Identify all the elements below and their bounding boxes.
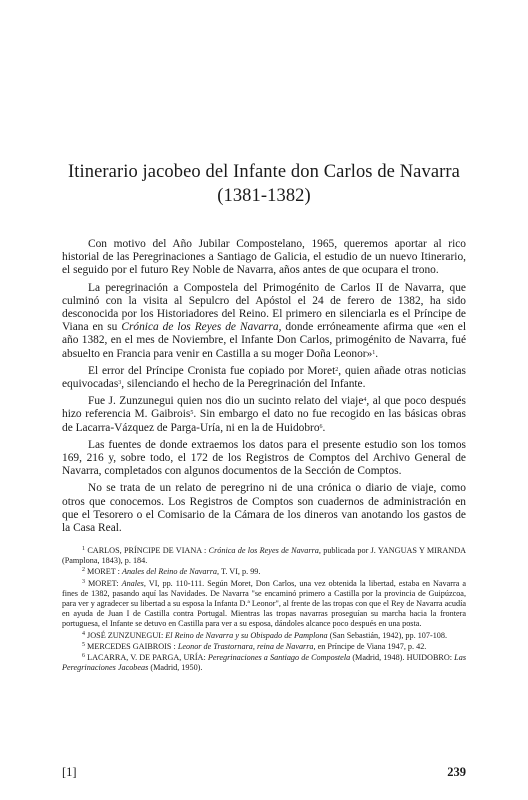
- text-run: Las fuentes de donde extraemos los datos para el presente estudio son los tomos 169, 216 y, sobre todo, el 172 de los Registros de Comptos del Archivo General de Navarra, completados con algunos documentos de la Sección de Comptos.: [62, 438, 466, 478]
- text-run: publicada por J. YANGUAS Y MIRANDA (Pamplona, 1843), p. 184.: [62, 546, 467, 566]
- text-run: (San Sebastián, 1942), pp. 107-108.: [327, 630, 448, 640]
- italic-title: El Reino de Navarra y su Obispado de Pamplona: [165, 630, 328, 640]
- text-run: MORET :: [87, 567, 122, 577]
- text-run: La peregrinación a Compostela del Primogénito de Carlos II de Navarra, que culminó con la visita al Sepulcro del Apóstol el 24 de ferero de 1382, ha sido desconocida por los Historiadores del Reino. El primero en silenciarla es el Príncipe de Viana en su: [62, 281, 466, 334]
- italic-title: Crónica de los Reyes de Navarra,: [208, 546, 321, 555]
- text-run: donde erróneamente afirma que «en el año 1382, en el mes de Noviembre, el Infante Don Carlos, primogénito de Navarra, fué absuelto en Francia para venir en Castilla a su moger Doña Leonor»: [62, 321, 467, 360]
- text-run: Fue J. Zunzunegui quien nos dio un sucinto relato del viaje: [88, 395, 364, 408]
- text-run: Con motivo del Año Jubilar Compostelano, 1965, queremos aportar al rico historial de las Peregrinaciones a Santiago de Galicia, el estudio de un nuevo Itinerario, el seguido por el futuro Rey Noble de Navarra, años antes de que ocupara el trono.: [62, 238, 466, 277]
- footnote-number: 3: [82, 578, 85, 585]
- italic-title: Leonor de Trastornara, reina de Navarra,: [177, 641, 316, 651]
- text-run: El error del Príncipe Cronista fue copiado por Moret: [88, 364, 336, 377]
- text-run: .: [375, 347, 379, 360]
- text-run: JOSÉ ZUNZUNEGUI:: [87, 630, 166, 640]
- paragraph: [62, 238, 466, 278]
- footnote-ref: 4: [363, 397, 367, 404]
- footnote-number: 4: [82, 630, 85, 637]
- title-line-2: (1381-1382): [217, 186, 311, 206]
- italic-title: Anales,: [121, 578, 146, 588]
- footnote-number: 5: [82, 641, 85, 648]
- page-section-marker: [1]: [62, 765, 77, 779]
- footnotes: [62, 546, 466, 674]
- paragraph: [62, 482, 466, 535]
- text-run: , al que poco después hizo referencia M. Gaibrois: [62, 395, 466, 421]
- article-title: [40, 160, 488, 208]
- text-run: .: [322, 421, 326, 434]
- footnote-number: 6: [82, 653, 85, 660]
- footnote-ref: 5: [190, 410, 194, 417]
- italic-title: Anales del Reino de Navarra,: [121, 567, 220, 577]
- footnote-ref: 3: [118, 380, 122, 387]
- text-run: , silenciando el hecho de la Peregrinación del Infante.: [121, 378, 366, 391]
- text-run: CARLOS, PRÍNCIPE DE VIANA :: [87, 546, 209, 555]
- footnote-number: 2: [82, 567, 85, 574]
- text-run: . Sin embargo el dato no fue recogido en las básicas obras de Lacarra-Vázquez de Parga-Uría, ni en la de Huidobro: [62, 408, 466, 434]
- footnote: [62, 579, 466, 630]
- footnote: [62, 653, 466, 673]
- footnote-number: 1: [82, 546, 85, 552]
- paragraph: [62, 439, 466, 479]
- footnote: [62, 631, 466, 641]
- text-run: VI, pp. 110-111. Según Moret, Don Carlos, una vez obtenida la libertad, estaba en Navarra a fines de 1382, pasando aquí las Navidades. De Navarra "se encaminó primero a Castilla por la provincia de Guipúzcoa, para ver y agradecer su libertad a su esposa la Infanta D.ª Leonor", al frente de las tropas con que el Rey de Navarra acudía en ayuda de Juan I de Castilla contra Portugal. Mientras las tropas navarras proseguían su marcha hacia la frontera portuguesa, el Infante se detuvo en Castilla para ver a su esposa, dándoles alcance poco después en una posta.: [62, 578, 467, 629]
- footnote-ref: 6: [319, 423, 323, 430]
- paragraph: [62, 365, 466, 391]
- italic-title: Las Peregrinaciones Jacobeas: [62, 653, 467, 673]
- text-run: MORET:: [88, 578, 122, 588]
- footnote: [62, 567, 466, 577]
- footnote-ref: 1: [372, 349, 376, 356]
- title-line-1: Itinerario jacobeo del Infante don Carlos de Navarra: [68, 162, 460, 182]
- text-run: (Madrid, 1950).: [148, 663, 203, 673]
- text-run: MERCEDES GAIBROIS :: [87, 641, 178, 651]
- paragraph: [62, 282, 466, 361]
- text-run: No se trata de un relato de peregrino ni de una crónica o diario de viaje, como otros que conocemos. Los Registros de Comptos son cuadernos de administración en que el Tesorero o el Comisario de la Cámara de los dineros van anotando los gastos de la Casa Real.: [62, 482, 466, 535]
- footnote-ref: 2: [335, 366, 339, 373]
- text-run: , quien añade otras noticias equivocadas: [62, 364, 466, 391]
- footnote: [62, 546, 466, 566]
- italic-title: Peregrinaciones a Santiago de Compostela: [207, 653, 351, 663]
- text-run: en Príncipe de Viana 1947, p. 42.: [315, 641, 427, 651]
- text-run: T. VI, p. 99.: [219, 567, 261, 577]
- body-text: [62, 238, 466, 539]
- footnote: [62, 642, 466, 652]
- text-run: (Madrid, 1948). HUIDOBRO:: [350, 653, 455, 663]
- paragraph: [62, 395, 466, 435]
- page-number: 239: [447, 765, 466, 779]
- italic-title: Crónica de los Reyes de Navarra,: [121, 321, 282, 334]
- text-run: LACARRA, V. DE PARGA, URÍA:: [87, 653, 208, 663]
